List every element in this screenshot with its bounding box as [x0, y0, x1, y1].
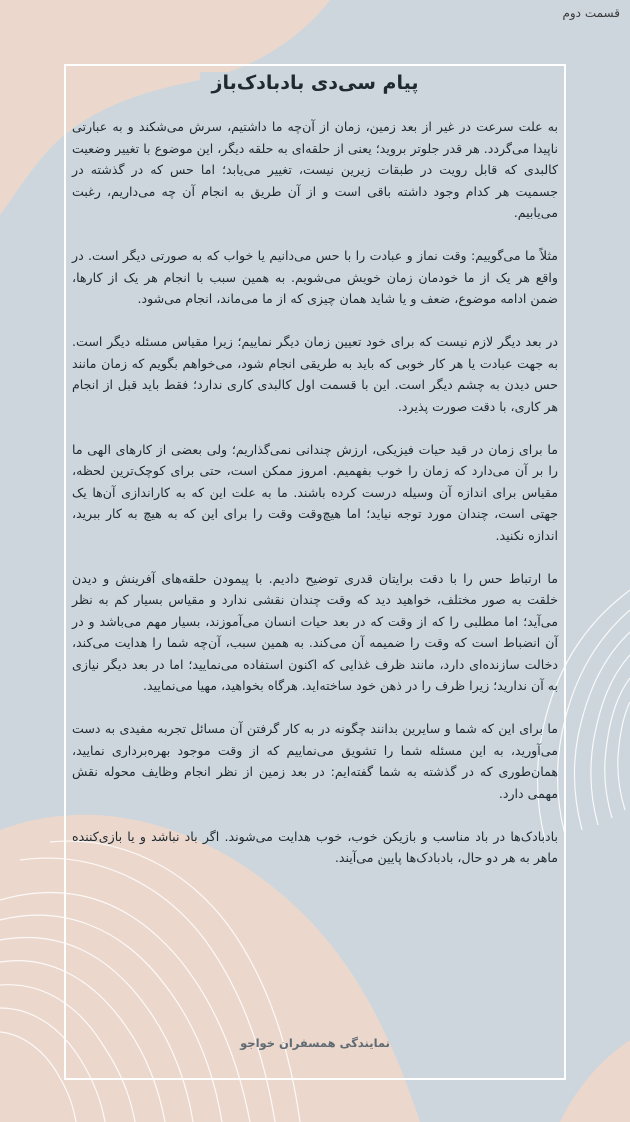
footer-signature: نمایندگی همسفران خواجو — [240, 1036, 390, 1050]
paragraph: ما برای زمان در قید حیات فیزیکی، ارزش چندانی نمی‌گذاریم؛ ولی بعضی از کارهای الهی ما را بر آن می‌دارد که زمان را خوب بفهمیم. امروز ممکن است، حتی برای کوچک‌ترین لحظه، مقیاس برای اندازه آن وسیله درست کرده باشند. ما به علت این که به کاراندازی آن‌ها یک جهتی است، چندان مورد توجه نیاید؛ اما هیچ‌وقت وقت را برای این که به هیچ به کار ببرید، اندازه نکنید. — [72, 441, 558, 543]
paragraph: ما برای این که شما و سایرین بدانند چگونه در به کار گرفتن آن مسائل تجربه مفیدی به دست می‌آورید، به این مسئله شما را تشویق می‌نماییم که از وقت موجود بهره‌برداری نمایید، همان‌طوری که در گذشته به شما گفته‌ایم: در بعد زمین از نظر انجام وظایف محوله نقش مهمی دارد. — [72, 721, 558, 801]
message-body — [72, 116, 558, 869]
paragraph: به علت سرعت در غیر از بعد زمین، زمان از آن‌چه ما داشتیم، سرش می‌شکند و به عبارتی ناپیدا می‌گردد. هر قدر جلوتر بروید؛ یعنی از حلقه‌ای به حلقه دیگر، این موضوع با تغییر وضعیت کالبدی که قابل رویت در طبقات زیرین نیست، تغییر می‌یابد؛ اما حس که در گذشته در جسمیت هر کدام وجود داشته باقی است و از آن طریق به انجام آن چه می‌داریم، رغبت می‌یابیم. — [72, 119, 558, 220]
part-label: قسمت دوم — [562, 6, 620, 20]
paragraph: بادبادک‌ها در باد مناسب و بازیکن خوب، خوب هدایت می‌شوند. اگر باد نباشد و یا بازی‌کننده ماهر به هر دو حال، بادبادک‌ها پایین می‌آیند. — [72, 828, 558, 865]
paragraph: در بعد دیگر لازم نیست که برای خود تعیین زمان دیگر نماییم؛ زیرا مقیاس مسئله دیگر است. به جهت عبادت یا هر کار خوبی که باید به طریقی انجام شود، می‌خواهم بگویم که زمان مانند حس دیدن به چشم دیگر است. این با قسمت اول کالبدی کاری ندارد؛ فقط باید قبل از انجام هر کاری، با دقت صورت پذیرد. — [72, 334, 558, 414]
paragraph: مثلاً ما می‌گوییم: وقت نماز و عبادت را با حس می‌دانیم یا خواب که به صورتی دیگر است. در واقع هر یک از ما خودمان زمان خویش می‌شویم. به همین سبب با انجام هر یک از کارها، ضمن ادامه موضوع، ضعف و یا شاید همان چیزی که از ما می‌ماند، انجام می‌شود. — [72, 248, 558, 306]
peach-curve-right — [560, 1040, 630, 1122]
page-title: پیام سی‌دی بادبادک‌باز — [200, 72, 431, 94]
title-container — [0, 72, 630, 94]
paragraph: ما ارتباط حس را با دقت برایتان قدری توضیح دادیم. با پیمودن حلقه‌های آفرینش و دیدن خلقت به صور مختلف، خواهید دید که وقت چندان نقشی ندارد و مقیاس بسیار کم به نظر می‌آید؛ اما مطلبی را که از وقت که در بعد حیات انسان می‌آموزند، بسیار مهم می‌باشد و در آن انضباط است که وقت را ضمیمه آن می‌کند. به همین سبب، آن‌چه شما را هدایت می‌کند، دخالت سازنده‌ای دارد، مانند ظرف غذایی که اکنون استفاده می‌نمایید؛ اما در بعد دیگر نیازی به آن ندارید؛ زیرا ظرف را در ذهن خود ساخته‌اید. هرگاه بخواهید، مهیا می‌نمایید. — [72, 570, 558, 693]
